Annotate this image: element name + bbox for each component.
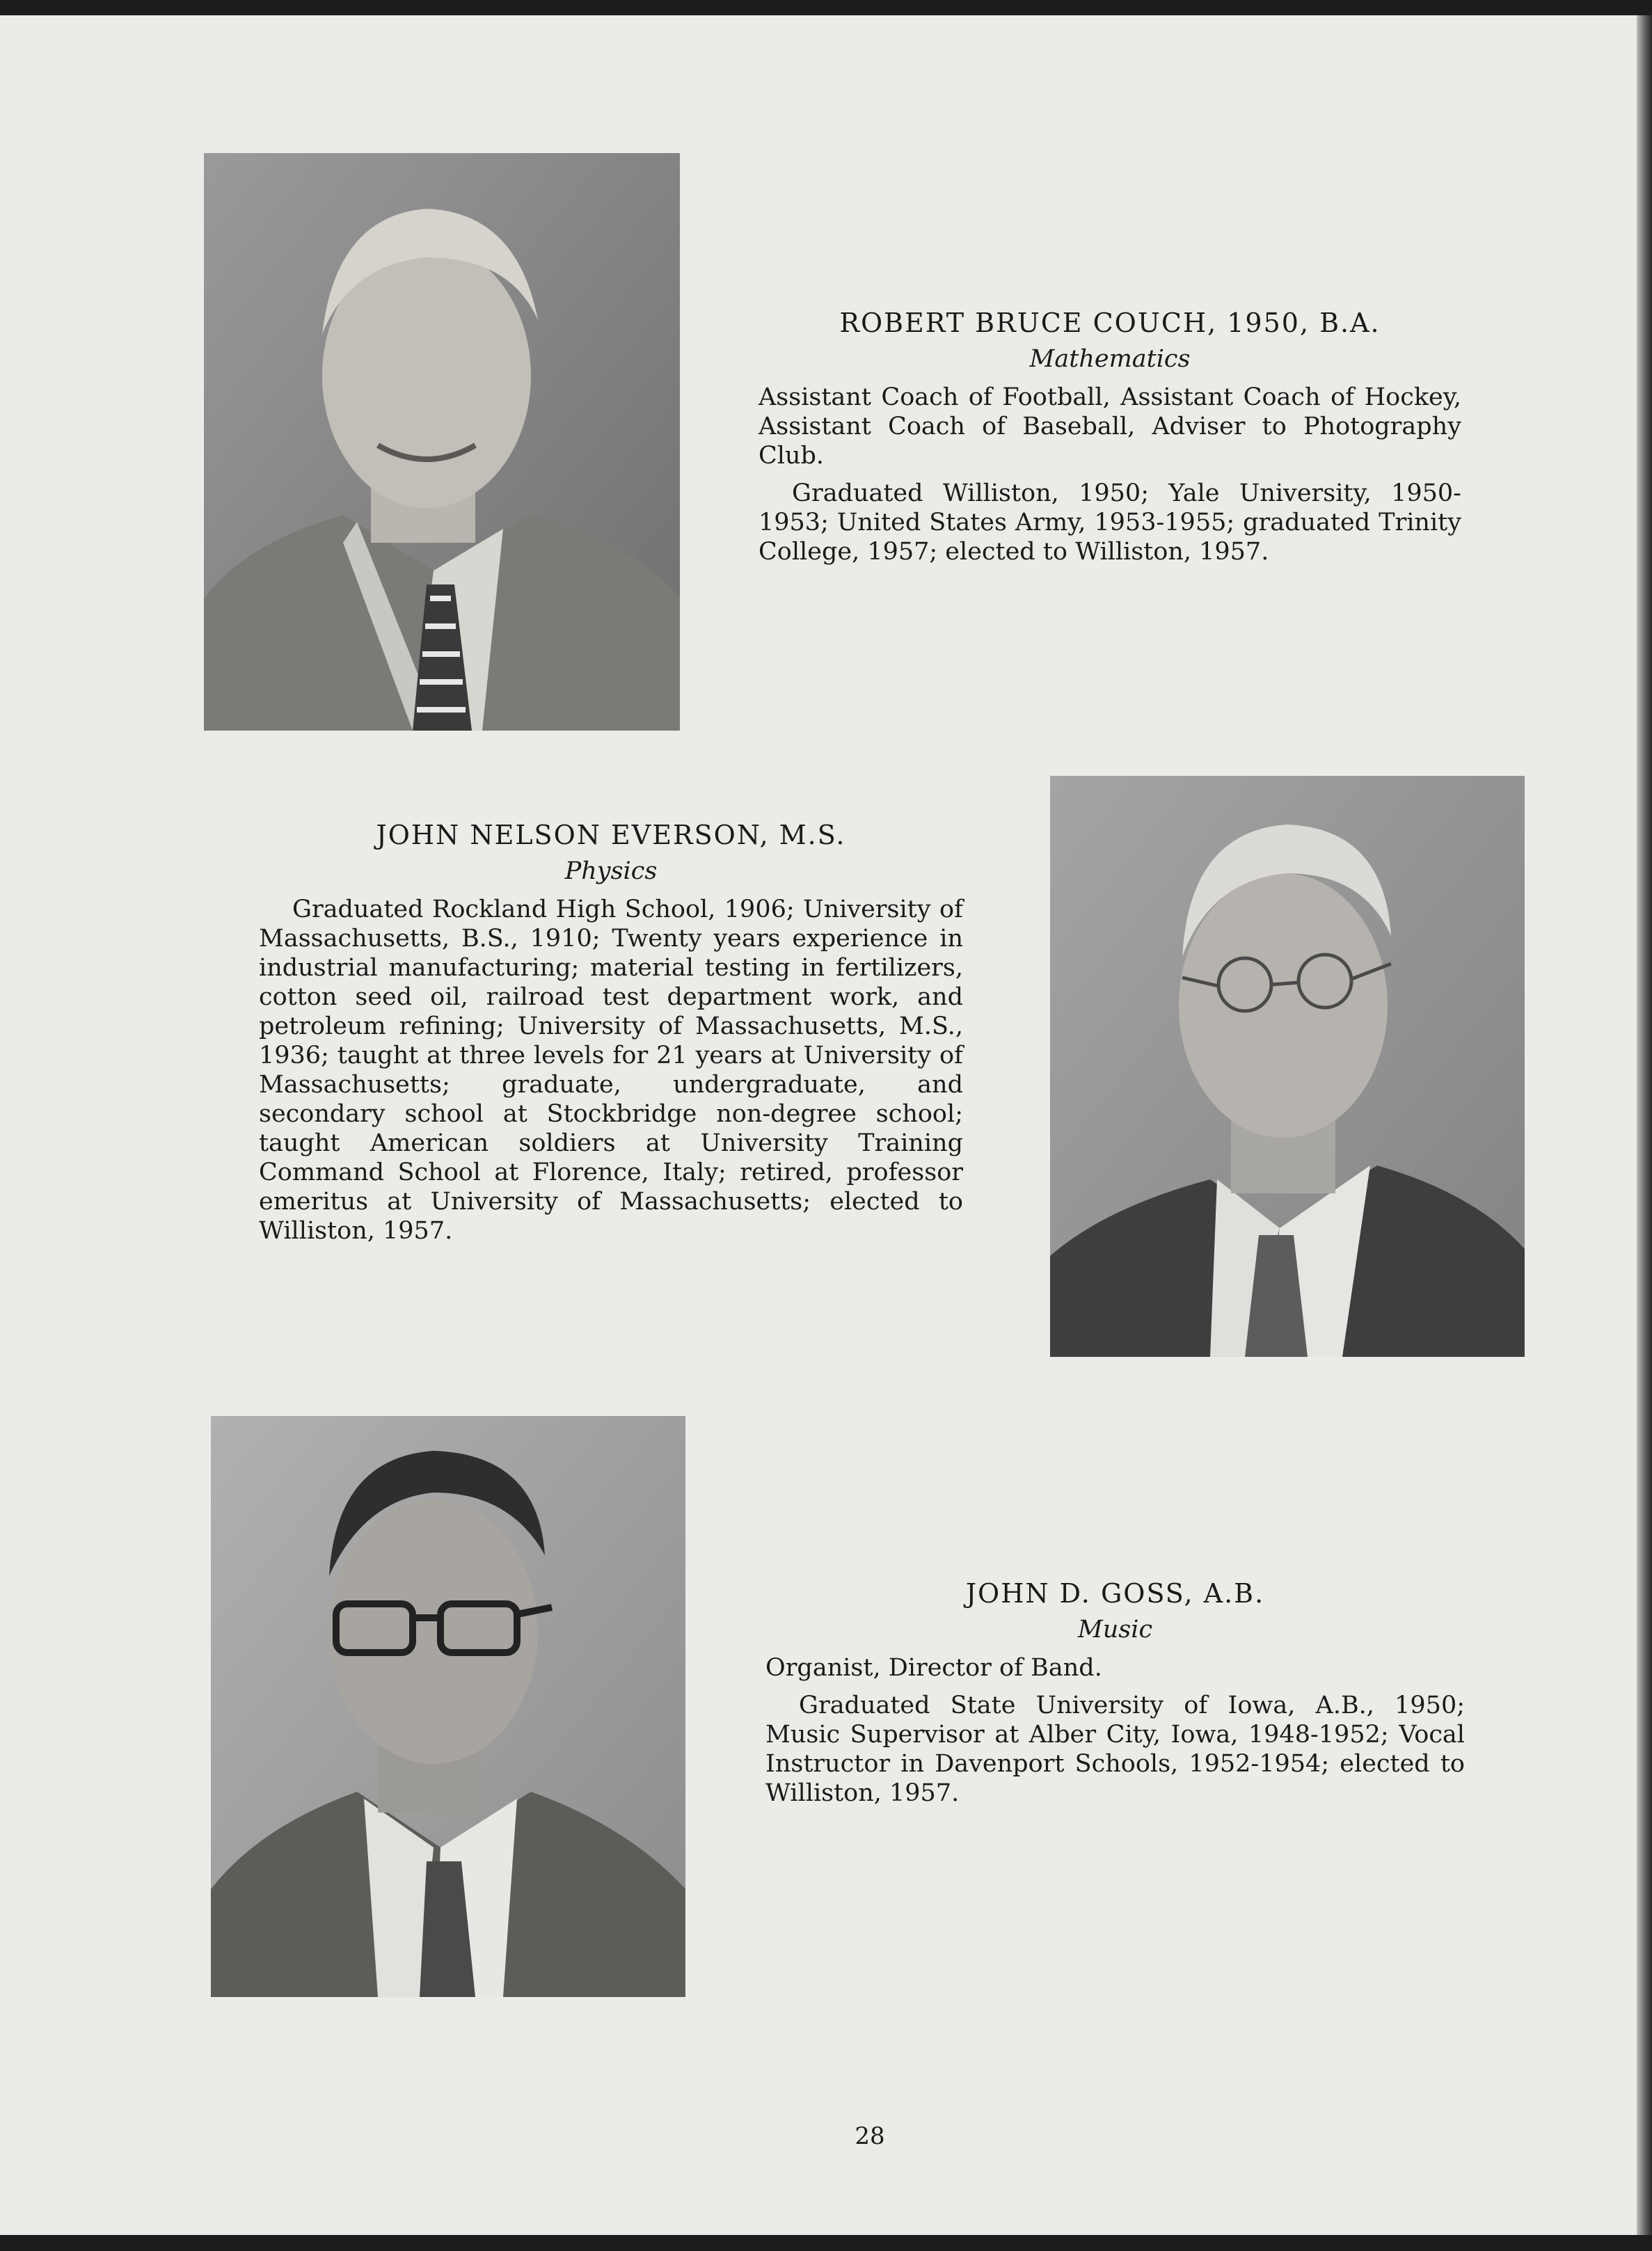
faculty-biography: Graduated Rockland High School, 1906; University of Massachusetts, B.S., 1910; Twenty years experience in industrial manufacturing; material testing in fertilizers, cotton seed oil, railroad test department work, and petroleum refining; University of Massachusetts, M.S., 1936; taught at three levels for 21 years at University of Massachusetts; graduate, undergraduate, and secondary school at Stockbridge non-degree school; taught American soldiers at University Training Command School at Florence, Italy; retired, professor emeritus at University of Massachusetts; elected to Williston, 1957. (259, 896, 963, 1245)
faculty-name: JOHN NELSON EVERSON, M.S. (376, 820, 846, 850)
faculty-biography: Graduated State University of Iowa, A.B., 1950; Music Supervisor at Alber City, Iowa, 1948-1952; Vocal Instructor in Davenport Schools, 1952-1954; elected to Williston, 1957. (765, 1692, 1465, 1807)
faculty-department: Music (1077, 1616, 1153, 1644)
page-spine-edge (1637, 15, 1652, 2235)
faculty-entry-everson (259, 820, 963, 1246)
portrait-photo-couch (204, 153, 680, 731)
faculty-duties: Organist, Director of Band. (765, 1654, 1102, 1682)
page-number: 28 (855, 2122, 885, 2150)
faculty-department: Physics (564, 857, 658, 885)
faculty-name: ROBERT BRUCE COUCH, 1950, B.A. (839, 308, 1381, 338)
faculty-name: JOHN D. GOSS, A.B. (965, 1578, 1265, 1609)
portrait-photo-everson (1050, 776, 1525, 1357)
faculty-entry-goss (765, 1578, 1465, 1808)
portrait-photo-goss (211, 1416, 685, 1997)
faculty-department: Mathematics (1029, 345, 1191, 373)
faculty-entry-couch (759, 308, 1461, 566)
faculty-biography: Graduated Williston, 1950; Yale University, 1950-1953; United States Army, 1953-1955; graduated Trinity College, 1957; elected to Williston, 1957. (759, 479, 1461, 566)
faculty-duties: Assistant Coach of Football, Assistant Coach of Hockey, Assistant Coach of Baseball, Adviser to Photography Club. (759, 383, 1461, 470)
